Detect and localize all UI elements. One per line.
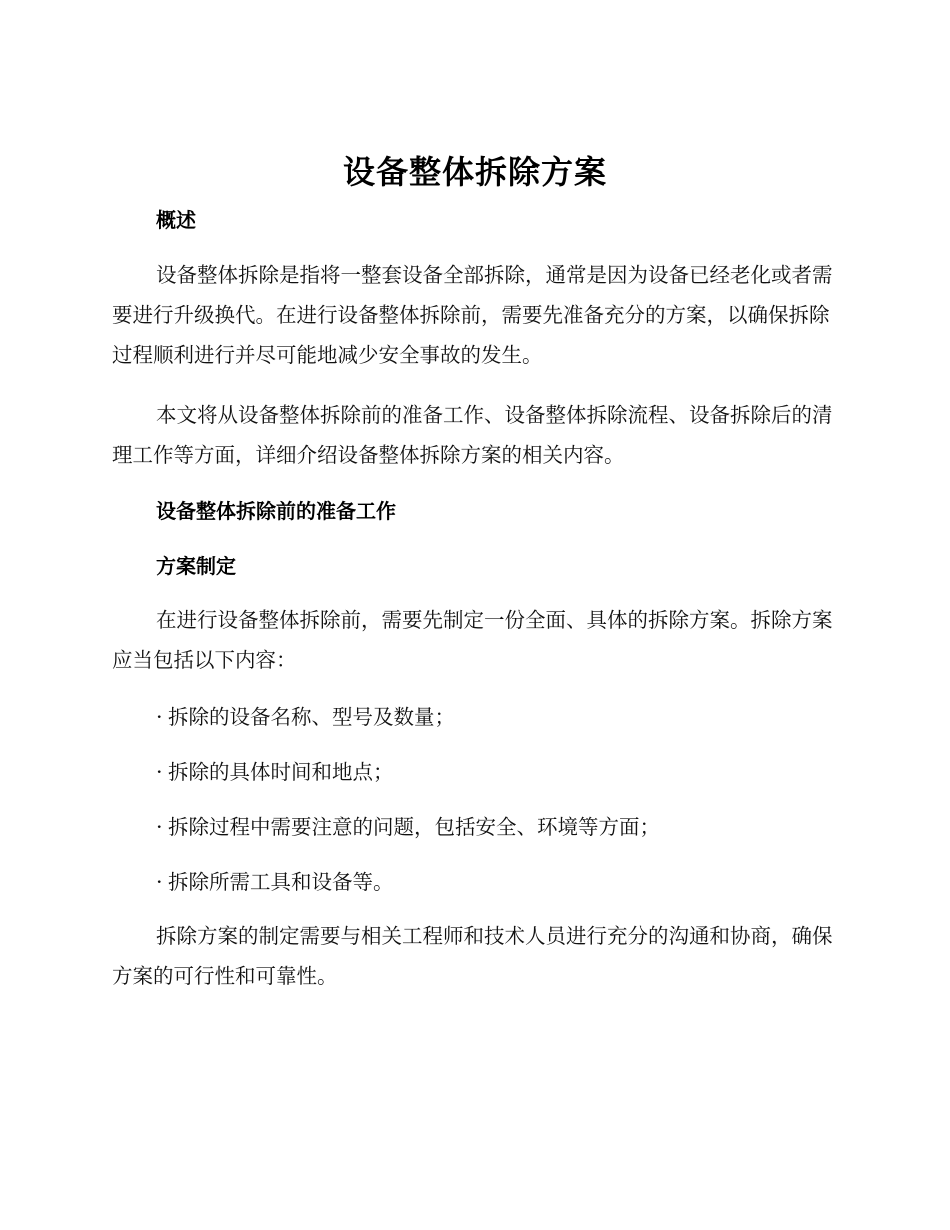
list-item-text: 拆除的设备名称、型号及数量；: [168, 705, 455, 729]
overview-paragraph-1: 设备整体拆除是指将一整套设备全部拆除，通常是因为设备已经老化或者需要进行升级换代。在进行设备整体拆除前，需要先准备充分的方案，以确保拆除过程顺利进行并尽可能地减少安全事故的发生。: [112, 263, 833, 367]
overview-paragraph-2: 本文将从设备整体拆除前的准备工作、设备整体拆除流程、设备拆除后的清理工作等方面，详细介绍设备整体拆除方案的相关内容。: [112, 403, 833, 467]
section-heading-overview: 概述: [156, 208, 196, 232]
list-item: [156, 812, 660, 842]
list-item: [156, 867, 394, 897]
bullet-marker: ·: [156, 760, 163, 784]
section-heading-preparation: 设备整体拆除前的准备工作: [156, 499, 396, 523]
list-item-text: 拆除所需工具和设备等。: [168, 870, 394, 894]
bullet-marker: ·: [156, 815, 163, 839]
list-item-text: 拆除过程中需要注意的问题，包括安全、环境等方面；: [168, 815, 660, 839]
plan-paragraph-2: 拆除方案的制定需要与相关工程师和技术人员进行充分的沟通和协商，确保方案的可行性和可靠性。: [112, 924, 833, 988]
bullet-marker: ·: [156, 870, 163, 894]
bullet-marker: ·: [156, 705, 163, 729]
list-item-text: 拆除的具体时间和地点；: [168, 760, 394, 784]
list-item: [156, 757, 394, 787]
list-item: [156, 702, 455, 732]
subsection-heading-plan: 方案制定: [156, 554, 236, 578]
plan-paragraph-1: 在进行设备整体拆除前，需要先制定一份全面、具体的拆除方案。拆除方案应当包括以下内容：: [112, 608, 833, 672]
document-title: 设备整体拆除方案: [342, 153, 607, 191]
